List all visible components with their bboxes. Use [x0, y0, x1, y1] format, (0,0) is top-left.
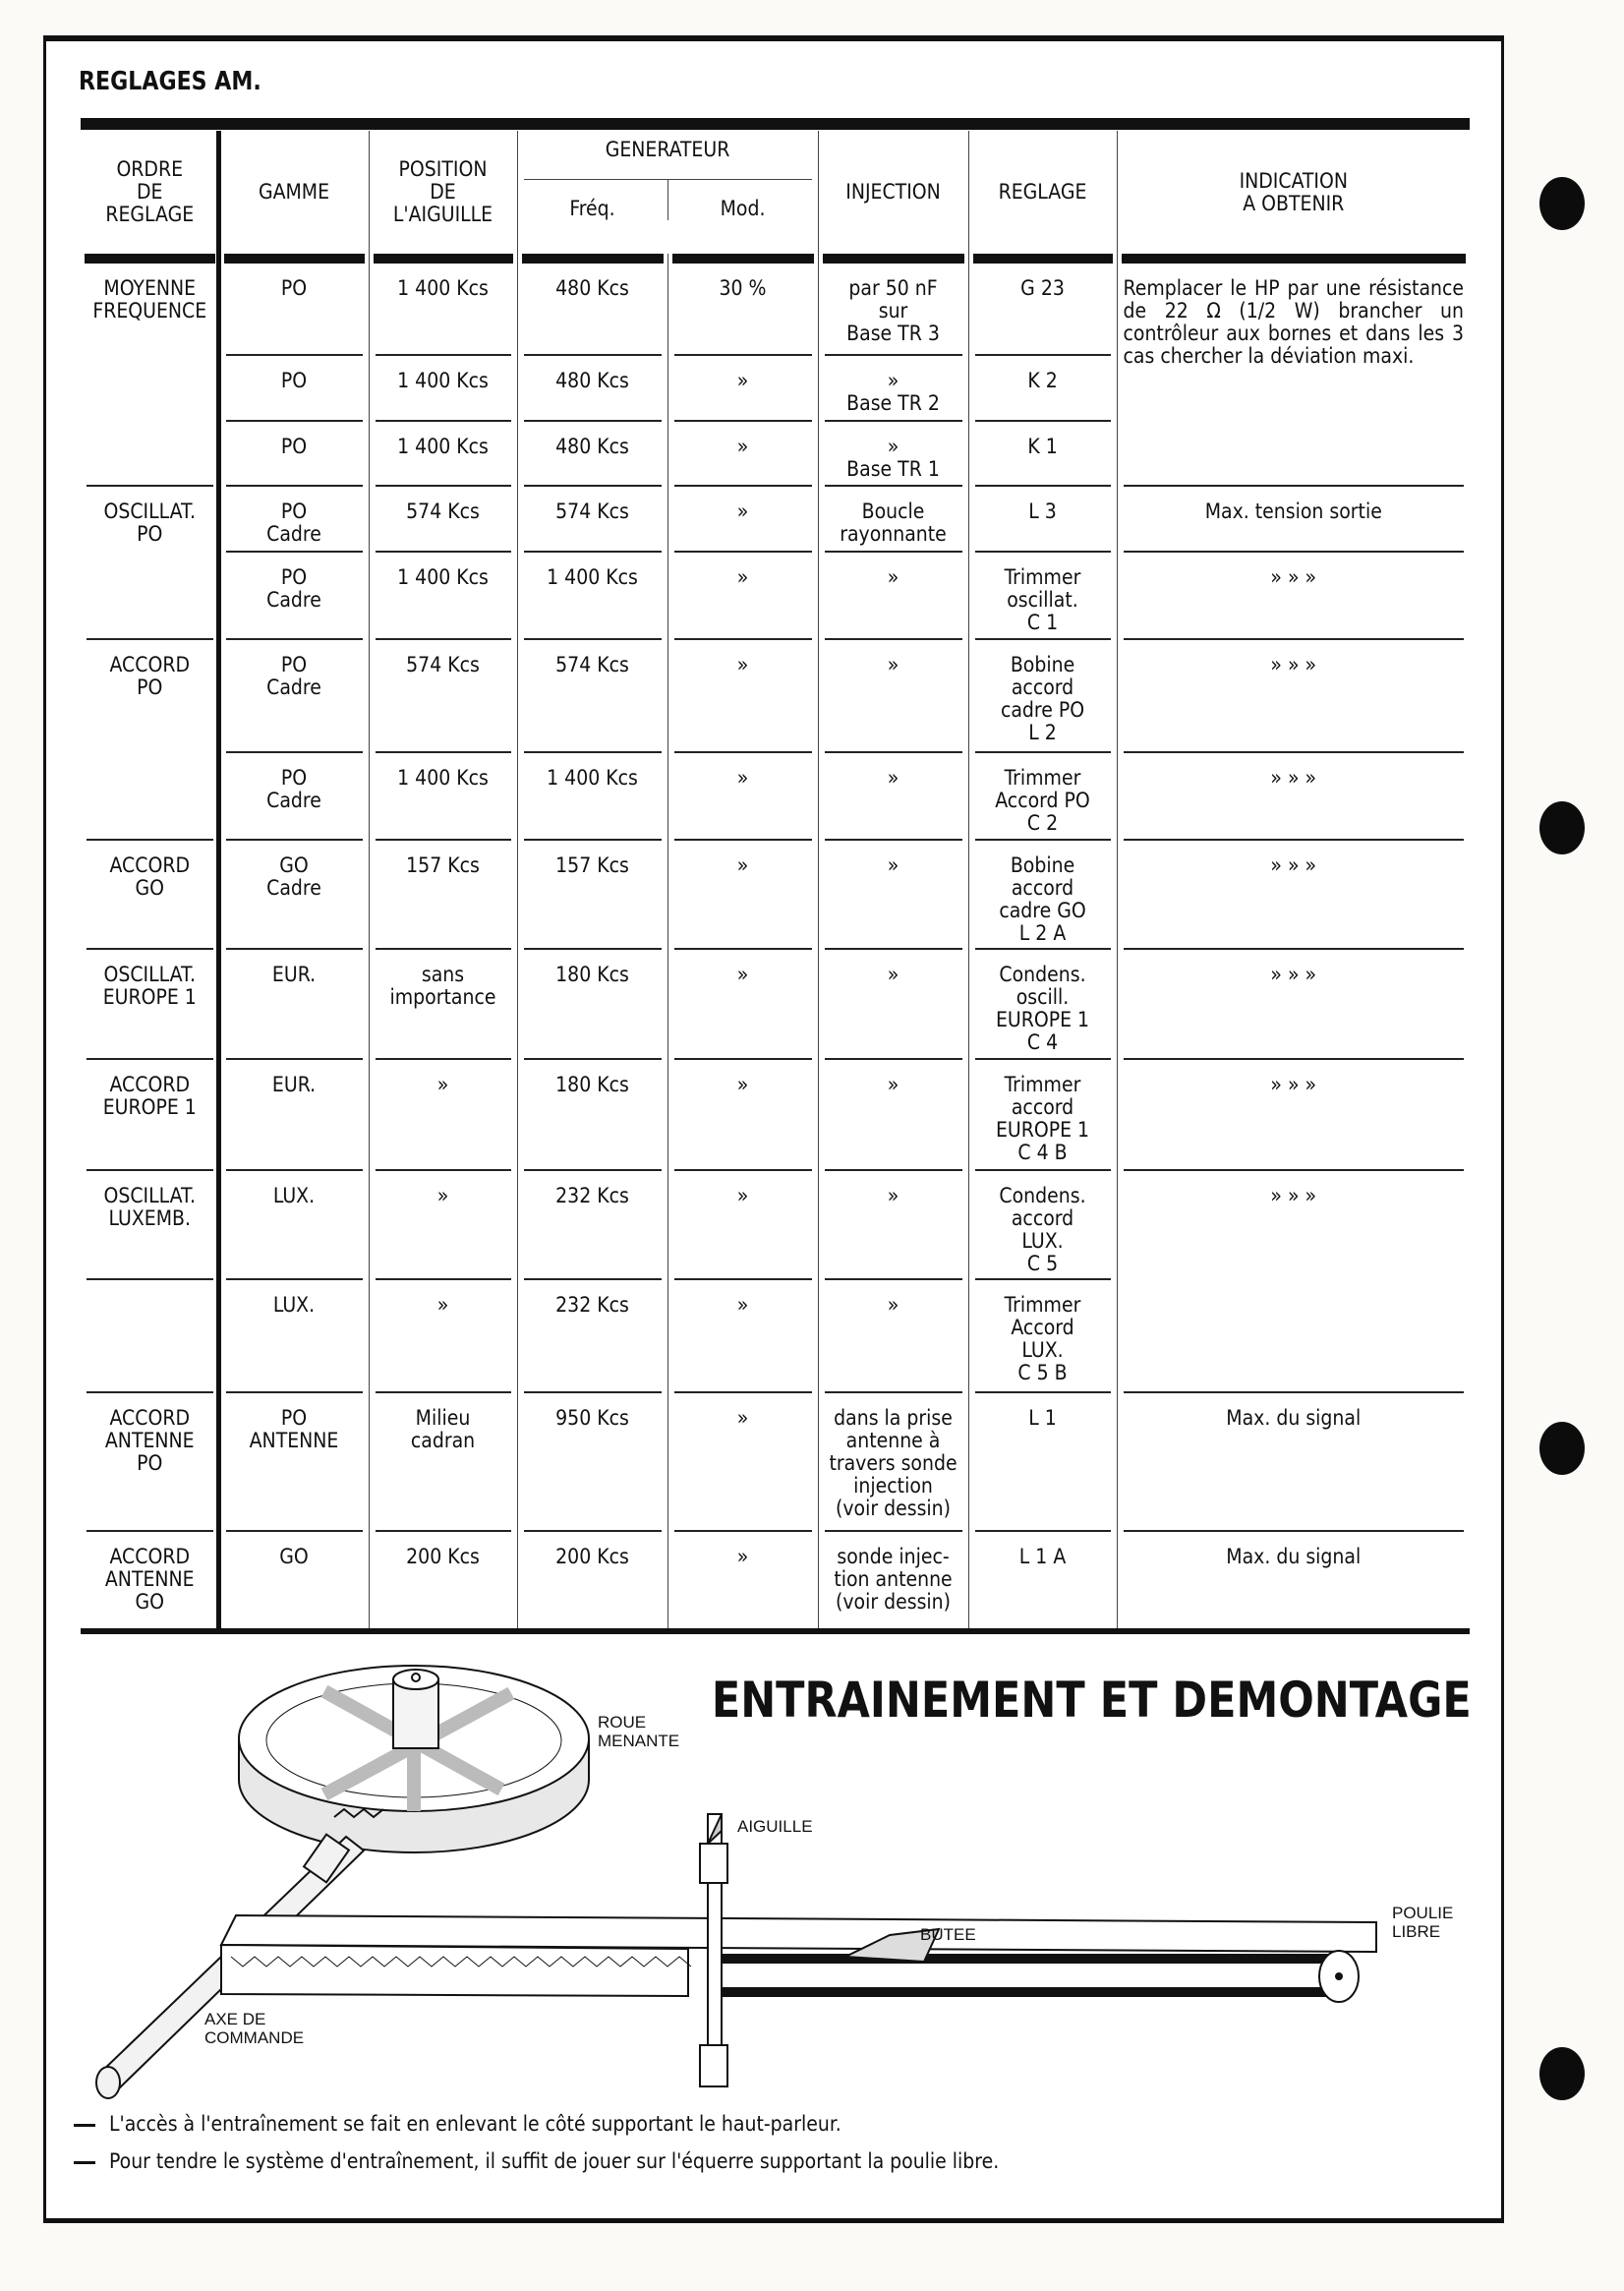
cell-freq	[517, 638, 667, 751]
cell-freq-text: 180 Kcs	[524, 1058, 662, 1096]
cell-indication	[1117, 1058, 1470, 1169]
cell-reglage-text: Trimmer oscillat. C 1	[975, 551, 1111, 634]
cell-indication	[1117, 1530, 1470, 1632]
cell-position	[369, 1278, 517, 1391]
cell-injection	[818, 638, 968, 751]
cell-indication-text: » » »	[1124, 751, 1465, 790]
cell-gamme-text: PO	[226, 354, 363, 392]
cell-indication-text: » » »	[1124, 1169, 1465, 1207]
cell-ordre-text: ACCORD PO	[87, 638, 213, 699]
cell-gamme-text: PO	[226, 420, 363, 458]
cell-reglage	[968, 1169, 1117, 1278]
cell-indication-text: Max. du signal	[1124, 1391, 1465, 1430]
cell-injection	[818, 264, 968, 354]
cell-mod	[667, 551, 818, 638]
cell-gamme-text: PO Cadre	[226, 751, 363, 812]
cell-indication	[1117, 1278, 1470, 1391]
cell-mod	[667, 1169, 818, 1278]
cell-gamme-text: LUX.	[226, 1278, 363, 1317]
cell-indication-text: Remplacer le HP par une résistance de 22 Ω (1/2 W) brancher un contrôleur aux bornes et dans les 3 cas chercher la déviation maxi.	[1123, 276, 1465, 368]
cell-position	[369, 1058, 517, 1169]
cell-gamme	[219, 551, 369, 638]
table-divider	[216, 131, 221, 1630]
cell-injection-text: »	[825, 1169, 962, 1207]
cell-mod	[667, 638, 818, 751]
cell-gamme	[219, 1391, 369, 1530]
cell-ordre-text: ACCORD ANTENNE GO	[87, 1530, 213, 1614]
cell-mod-text: »	[674, 1530, 812, 1568]
adjustment-table	[81, 131, 1470, 1632]
header-freq: Fréq.	[569, 197, 615, 220]
cell-gamme	[219, 420, 369, 485]
cell-indication	[1117, 751, 1470, 839]
cell-gamme	[219, 354, 369, 420]
cell-position-text: 1 400 Kcs	[397, 276, 489, 300]
note-text: Pour tendre le système d'entraînement, il suffit de jouer sur l'équerre supportant la poulie libre.	[109, 2149, 1000, 2173]
cell-gamme-text: LUX.	[226, 1169, 363, 1207]
table-row	[81, 1169, 1470, 1278]
cell-freq	[517, 1169, 667, 1278]
cell-position-text: 574 Kcs	[376, 638, 511, 676]
cell-indication	[1117, 1391, 1470, 1530]
header-position: POSITION DE L'AIGUILLE	[369, 131, 517, 254]
cell-freq-text: 180 Kcs	[524, 948, 662, 986]
cell-mod	[667, 264, 818, 354]
cell-indication	[1117, 638, 1470, 751]
cell-mod	[667, 420, 818, 485]
cell-reglage-text: Trimmer Accord LUX. C 5 B	[975, 1278, 1111, 1384]
cell-injection-text: »	[825, 751, 962, 790]
cell-mod	[667, 1058, 818, 1169]
table-row	[81, 1058, 1470, 1169]
cell-indication-text	[1124, 1278, 1465, 1292]
cell-injection	[818, 1058, 968, 1169]
cell-freq	[517, 839, 667, 948]
cell-mod-text: »	[674, 420, 812, 458]
cell-gamme-text: PO	[280, 276, 308, 300]
cell-injection-text: »	[825, 948, 962, 986]
cell-gamme-text: GO	[226, 1530, 363, 1568]
cell-position-text: sans importance	[376, 948, 511, 1009]
cell-mod	[667, 354, 818, 420]
cell-ordre	[81, 551, 219, 638]
cell-mod-text: »	[674, 1391, 812, 1430]
cell-position	[369, 751, 517, 839]
cell-position-text: 1 400 Kcs	[376, 354, 511, 392]
section-title: ENTRAINEMENT ET DEMONTAGE	[712, 1672, 1472, 1729]
cell-freq-text: 232 Kcs	[524, 1278, 662, 1317]
cell-indication	[1117, 264, 1470, 485]
table-row	[81, 948, 1470, 1058]
cell-gamme	[219, 1169, 369, 1278]
cell-gamme	[219, 264, 369, 354]
cell-ordre-text: OSCILLAT. LUXEMB.	[87, 1169, 213, 1230]
cell-gamme-text: EUR.	[226, 948, 363, 986]
cell-position-text: 1 400 Kcs	[376, 751, 511, 790]
cell-position	[369, 839, 517, 948]
cell-mod	[667, 839, 818, 948]
header-injection: INJECTION	[818, 131, 968, 254]
cell-position	[369, 264, 517, 354]
cell-freq-text: 1 400 Kcs	[524, 551, 662, 589]
cell-gamme-text: PO ANTENNE	[226, 1391, 363, 1452]
cell-mod-text: »	[674, 839, 812, 877]
cell-freq	[517, 1058, 667, 1169]
cell-injection	[818, 1530, 968, 1632]
cell-reglage	[968, 1391, 1117, 1530]
binder-hole	[1539, 1422, 1585, 1475]
cell-injection-text: »	[825, 839, 962, 877]
cell-freq-text: 157 Kcs	[524, 839, 662, 877]
cell-reglage	[968, 1058, 1117, 1169]
cell-freq-text: 574 Kcs	[524, 485, 662, 523]
cell-freq-text: 574 Kcs	[524, 638, 662, 676]
cell-position	[369, 638, 517, 751]
cell-injection	[818, 1391, 968, 1530]
label-axe-de-commande: AXE DE COMMANDE	[204, 2010, 305, 2047]
cell-gamme	[219, 638, 369, 751]
cell-ordre-text	[87, 354, 213, 368]
table-body	[81, 264, 1470, 1632]
label-poulie-libre: POULIE LIBRE	[1392, 1904, 1454, 1941]
page-title: REGLAGES AM.	[79, 67, 261, 96]
cell-gamme	[219, 1278, 369, 1391]
header-reglage: REGLAGE	[968, 131, 1117, 254]
label-roue-menante: ROUE MENANTE	[598, 1713, 680, 1750]
cell-mod	[667, 1278, 818, 1391]
cell-ordre	[81, 839, 219, 948]
cell-indication-text: » » »	[1124, 948, 1465, 986]
cell-ordre	[81, 948, 219, 1058]
table-row	[81, 1530, 1470, 1632]
cell-freq	[517, 264, 667, 354]
cell-mod-text: »	[674, 551, 812, 589]
cell-position	[369, 485, 517, 551]
note-item	[74, 2112, 841, 2136]
cell-injection	[818, 1278, 968, 1391]
cell-ordre-text: OSCILLAT. PO	[87, 485, 213, 546]
cell-reglage-text: K 1	[975, 420, 1111, 458]
cell-injection-text: »	[825, 638, 962, 676]
table-top-rule	[81, 118, 1470, 130]
cell-indication-text: » » »	[1124, 638, 1465, 676]
cell-ordre-text: OSCILLAT. EUROPE 1	[87, 948, 213, 1009]
cell-position	[369, 551, 517, 638]
cell-gamme-text: PO Cadre	[226, 551, 363, 612]
cell-mod-text: »	[674, 354, 812, 392]
cell-reglage	[968, 1278, 1117, 1391]
cell-position	[369, 1530, 517, 1632]
header-mod: Mod.	[667, 180, 818, 220]
label-aiguille: AIGUILLE	[737, 1817, 813, 1836]
cell-ordre	[81, 264, 219, 354]
cell-gamme	[219, 839, 369, 948]
header-ordre: ORDRE DE REGLAGE	[105, 157, 195, 226]
cell-freq-text: 480 Kcs	[524, 354, 662, 392]
cell-position-text: 200 Kcs	[376, 1530, 511, 1568]
cell-mod	[667, 1391, 818, 1530]
cell-position	[369, 1391, 517, 1530]
header-generateur	[517, 131, 818, 254]
cell-indication-text: » » »	[1124, 839, 1465, 877]
cell-freq-text: 1 400 Kcs	[524, 751, 662, 790]
cell-gamme-text: PO Cadre	[226, 638, 363, 699]
cell-ordre	[81, 751, 219, 839]
cell-ordre	[81, 1391, 219, 1530]
cell-mod-text: »	[674, 751, 812, 790]
cell-ordre-text	[87, 1278, 213, 1294]
cell-reglage	[968, 551, 1117, 638]
cell-mod-text: »	[674, 485, 812, 523]
cell-reglage-text: Condens. accord LUX. C 5	[975, 1169, 1111, 1275]
cell-gamme	[219, 485, 369, 551]
cell-reglage-text: K 2	[975, 354, 1111, 392]
header-generateur-label: GENERATEUR	[524, 139, 812, 180]
cell-position-text: »	[376, 1278, 511, 1317]
cell-injection	[818, 839, 968, 948]
cell-position-text: »	[376, 1058, 511, 1096]
cell-freq	[517, 751, 667, 839]
cell-indication	[1117, 485, 1470, 551]
cell-position-text: 157 Kcs	[376, 839, 511, 877]
cell-reglage-text: Condens. oscill. EUROPE 1 C 4	[975, 948, 1111, 1054]
cell-gamme	[219, 751, 369, 839]
binder-hole	[1539, 801, 1585, 854]
table-row	[81, 264, 1470, 354]
cell-injection-text: »	[825, 551, 962, 589]
cell-injection-text: » Base TR 2	[825, 354, 962, 415]
cell-mod	[667, 751, 818, 839]
table-row	[81, 551, 1470, 638]
cell-freq-text: 200 Kcs	[524, 1530, 662, 1568]
cell-injection	[818, 551, 968, 638]
cell-ordre	[81, 354, 219, 420]
cell-reglage	[968, 264, 1117, 354]
cell-position-text: Milieu cadran	[376, 1391, 511, 1452]
table-row	[81, 839, 1470, 948]
cell-injection-text: »	[825, 1278, 962, 1317]
cell-injection	[818, 948, 968, 1058]
cell-freq	[517, 420, 667, 485]
header-gamme: GAMME	[219, 131, 369, 254]
cell-reglage	[968, 948, 1117, 1058]
cell-mod-text: »	[674, 948, 812, 986]
cell-indication-text: » » »	[1124, 1058, 1465, 1096]
cell-freq	[517, 1391, 667, 1530]
cell-reglage	[968, 839, 1117, 948]
cell-injection	[818, 420, 968, 485]
cell-ordre-text	[87, 551, 213, 564]
cell-ordre-text	[87, 420, 213, 434]
table-row	[81, 1391, 1470, 1530]
cell-position	[369, 354, 517, 420]
cell-freq	[517, 1278, 667, 1391]
note-item	[74, 2149, 999, 2173]
cell-indication	[1117, 948, 1470, 1058]
cell-gamme-text: EUR.	[226, 1058, 363, 1096]
cell-position-text: 1 400 Kcs	[376, 420, 511, 458]
cell-freq-text: 232 Kcs	[524, 1169, 662, 1207]
drive-wheel	[239, 1666, 589, 1852]
table-row	[81, 751, 1470, 839]
cell-ordre	[81, 1278, 219, 1391]
cell-freq	[517, 1530, 667, 1632]
cell-position	[369, 948, 517, 1058]
cell-mod-text: 30 %	[719, 276, 767, 300]
cell-mod-text: »	[674, 1169, 812, 1207]
cell-injection-text: »	[825, 1058, 962, 1096]
cell-ordre	[81, 485, 219, 551]
cell-injection	[818, 1169, 968, 1278]
cell-ordre	[81, 1058, 219, 1169]
cell-reglage-text: Trimmer Accord PO C 2	[975, 751, 1111, 835]
cell-reglage-text: L 1	[975, 1391, 1111, 1430]
cell-injection-text: par 50 nF sur Base TR 3	[846, 276, 940, 345]
cell-injection	[818, 354, 968, 420]
cell-indication	[1117, 839, 1470, 948]
cell-position-text: 574 Kcs	[376, 485, 511, 523]
cell-injection-text: » Base TR 1	[825, 420, 962, 481]
cell-indication-text: » » »	[1124, 551, 1465, 589]
cell-gamme	[219, 1530, 369, 1632]
cell-injection	[818, 751, 968, 839]
cell-indication	[1117, 551, 1470, 638]
cell-reglage	[968, 1530, 1117, 1632]
cell-ordre-text: MOYENNE FREQUENCE	[92, 276, 207, 323]
cell-mod	[667, 1530, 818, 1632]
cell-reglage-text: L 1 A	[975, 1530, 1111, 1568]
table-row	[81, 485, 1470, 551]
cell-mod	[667, 948, 818, 1058]
cell-injection-text: dans la prise antenne à travers sonde injection (voir dessin)	[825, 1391, 962, 1520]
cell-position	[369, 1169, 517, 1278]
cell-freq-text: 480 Kcs	[555, 276, 629, 300]
belt	[221, 1915, 1376, 2002]
cell-injection	[818, 485, 968, 551]
binder-hole	[1539, 177, 1585, 230]
note-text: L'accès à l'entraînement se fait en enlevant le côté supportant le haut-parleur.	[109, 2112, 841, 2136]
cell-ordre-text: ACCORD EUROPE 1	[87, 1058, 213, 1119]
cell-freq-text: 950 Kcs	[524, 1391, 662, 1430]
cell-freq-text: 480 Kcs	[524, 420, 662, 458]
header-bar-row	[81, 254, 1470, 264]
cell-reglage	[968, 638, 1117, 751]
cell-position-text: 1 400 Kcs	[376, 551, 511, 589]
cell-freq	[517, 354, 667, 420]
cell-reglage-text: Bobine accord cadre PO L 2	[975, 638, 1111, 744]
cell-position-text: »	[376, 1169, 511, 1207]
cell-freq	[517, 551, 667, 638]
cell-ordre	[81, 420, 219, 485]
cell-indication-text: Max. tension sortie	[1124, 485, 1465, 523]
cell-freq	[517, 948, 667, 1058]
cell-indication	[1117, 1169, 1470, 1278]
label-butee: BUTEE	[920, 1925, 976, 1944]
cell-mod-text: »	[674, 1278, 812, 1317]
cell-ordre-text: ACCORD GO	[87, 839, 213, 900]
cell-reglage	[968, 751, 1117, 839]
cell-ordre-text	[87, 751, 213, 765]
header-row	[81, 131, 1470, 254]
cell-gamme	[219, 948, 369, 1058]
cell-ordre	[81, 1169, 219, 1278]
cell-reglage-text: Bobine accord cadre GO L 2 A	[975, 839, 1111, 945]
cell-indication-text: Max. du signal	[1124, 1530, 1465, 1568]
cell-reglage	[968, 420, 1117, 485]
cell-injection-text: sonde injec- tion antenne (voir dessin)	[825, 1530, 962, 1614]
table-row	[81, 1278, 1470, 1391]
cell-mod	[667, 485, 818, 551]
cell-mod-text: »	[674, 1058, 812, 1096]
cell-reglage	[968, 485, 1117, 551]
cell-mod-text: »	[674, 638, 812, 676]
cell-reglage	[968, 354, 1117, 420]
cell-reglage-text: G 23	[1020, 276, 1065, 300]
cell-reglage-text: Trimmer accord EUROPE 1 C 4 B	[975, 1058, 1111, 1164]
cell-ordre-text: ACCORD ANTENNE PO	[87, 1391, 213, 1475]
cell-gamme	[219, 1058, 369, 1169]
header-indication: INDICATION A OBTENIR	[1117, 131, 1470, 254]
cell-ordre	[81, 638, 219, 751]
cell-freq	[517, 485, 667, 551]
cell-position	[369, 420, 517, 485]
cell-gamme-text: PO Cadre	[226, 485, 363, 546]
table-row	[81, 638, 1470, 751]
cell-injection-text: Boucle rayonnante	[825, 485, 962, 546]
cell-reglage-text: L 3	[975, 485, 1111, 523]
cell-gamme-text: GO Cadre	[226, 839, 363, 900]
cell-ordre	[81, 1530, 219, 1632]
pointer-needle	[700, 1814, 727, 2086]
